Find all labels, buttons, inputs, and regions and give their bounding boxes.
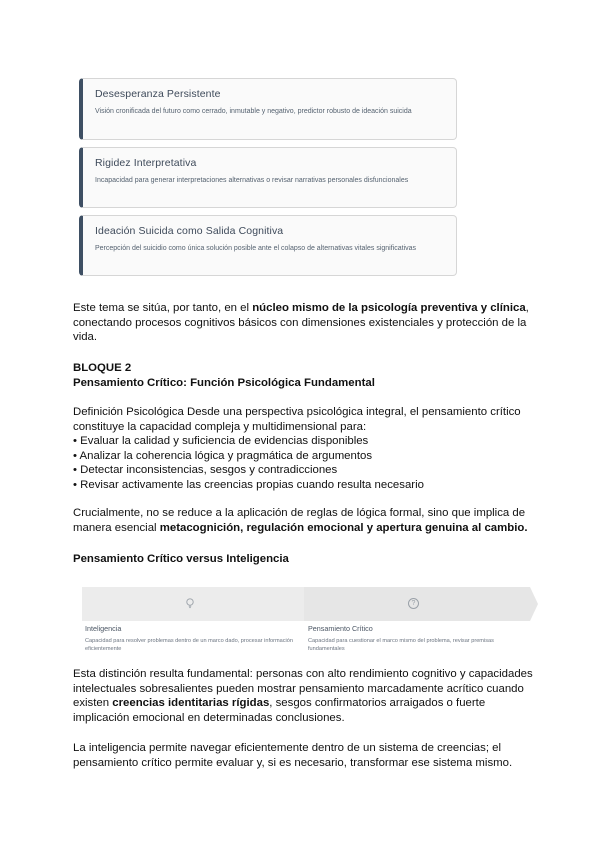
bold-phrase: núcleo mismo de la psicología preventiva y clínica [252,302,526,314]
subheading-text: Pensamiento Crítico versus Inteligencia [73,553,289,565]
risk-factor-cards [79,78,457,283]
list-item: • Evaluar la calidad y suficiencia de evidencias disponibles [73,435,369,447]
definition-section [73,405,533,492]
compare-text: Capacidad para resolver problemas dentro de un marco dado, procesar información eficientemente [85,638,294,652]
compare-inteligencia [85,624,300,653]
paragraph-distincion: Esta distinción resulta fundamental: personas con alto rendimiento cognitivo y capacidades intelectuales sobresalientes pueden mostrar pensamiento marcadamente acrítico cuando existen creencias identitarias rígidas, sesgos confirmatorios arraigados o fuerte implicación emocional en determinadas conclusiones. [73,668,533,724]
bold-phrase: creencias identitarias rígidas [112,697,270,709]
list-item: • Analizar la coherencia lógica y pragmática de argumentos [73,449,373,462]
bold-phrase: metacognición, regulación emocional y apertura genuina al cambio. [159,521,528,534]
subheading [73,552,533,567]
paragraph-inteligencia: La inteligencia permite navegar eficientemente dentro de un sistema de creencias; el pensamiento crítico permite evaluar y, si es necesario, transformar ese sistema mismo. [73,742,513,769]
card-ideacion [79,215,457,276]
list-item: • Revisar activamente las creencias propias cuando resulta necesario [73,478,424,491]
compare-title: Inteligencia [85,624,122,633]
paragraph-nucleo: Este tema se sitúa, por tanto, en el núcleo mismo de la psicología preventiva y clínica, conectando procesos cognitivos básicos con dimensiones existenciales y protección de la vida. [73,302,529,343]
card-title: Desesperanza Persistente [95,88,221,100]
card-title: Rigidez Interpretativa [95,157,197,169]
question-icon: ? [408,598,419,609]
comparison-diagram [70,587,530,657]
card-title: Ideación Suicida como Salida Cognitiva [95,225,284,237]
definition-intro: Definición Psicológica Desde una perspectiva psicológica integral, el pensamiento crítico constituye la capacidad compleja y multidimensional para: [73,406,521,433]
block-title: Pensamiento Crítico: Función Psicológica Fundamental [73,376,375,389]
card-text: Visión cronificada del futuro como cerrado, inmutable y negativo, predictor robusto de ideación suicida [95,108,412,115]
card-desesperanza [79,78,457,140]
card-text: Incapacidad para generar interpretaciones alternativas o revisar narrativas personales disfuncionales [95,177,409,184]
lightbulb-icon [184,597,196,609]
compare-title: Pensamiento Crítico [308,624,373,633]
card-rigidez [79,147,457,208]
block-label: BLOQUE 2 [73,362,132,374]
paragraph-crucialmente: Crucialmente, no se reduce a la aplicación de reglas de lógica formal, sino que implica de manera esencial metacognición, regulación emocional y apertura genuina al cambio. [73,507,528,534]
compare-text: Capacidad para cuestionar el marco mismo del problema, revisar premisas fundamentales [308,638,494,652]
block-heading [73,361,533,390]
compare-pensamiento-critico [308,624,523,653]
list-item: • Detectar inconsistencias, sesgos y contradicciones [73,464,338,476]
card-text: Percepción del suicidio como única solución posible ante el colapso de alternativas vitales significativas [95,245,417,252]
